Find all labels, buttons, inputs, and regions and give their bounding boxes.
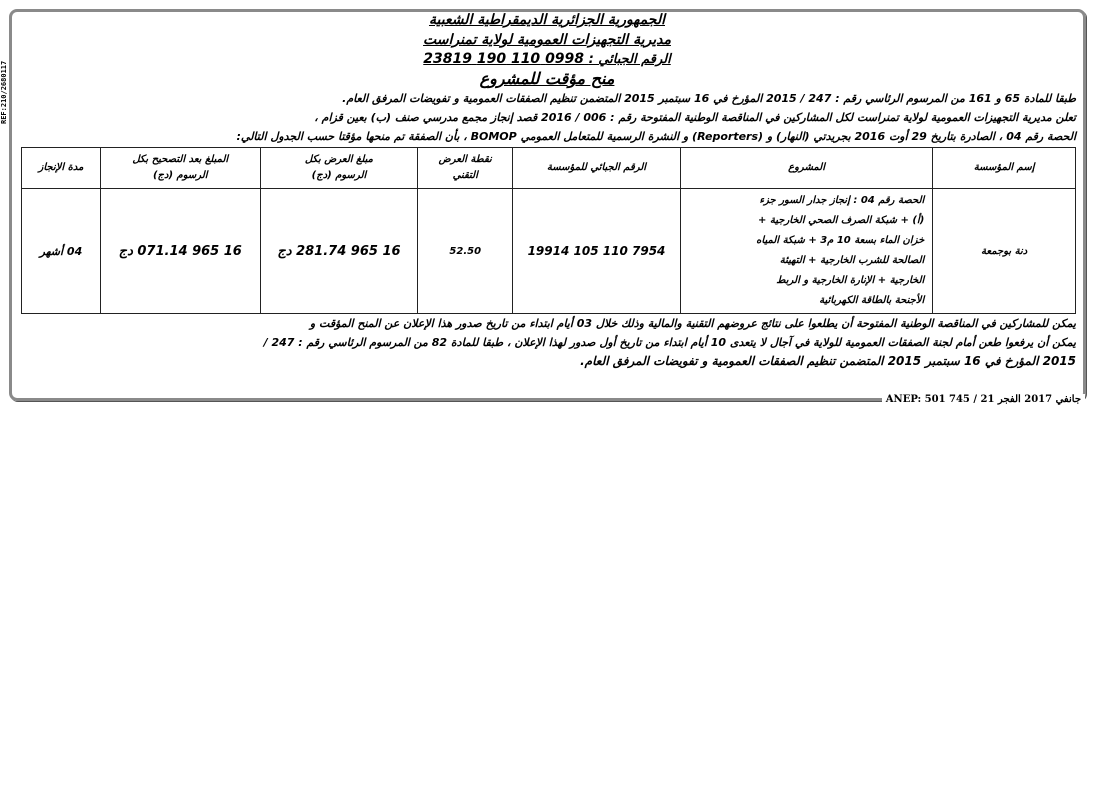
closing-line-1: يمكن للمشاركين في المناقصة الوطنية المفتوحة أن يطلعوا على نتائج عروضهم التقنية والمالية وذلك خلال 03 أيام ابتداء من تاريخ صدور هذا الإعلان عن المنح المؤقت و — [309, 317, 1076, 330]
cell-nif: 7954 110 105 19914 — [513, 189, 681, 314]
tax-number-label: الرقم الجبائي : — [588, 52, 671, 67]
republic-heading: الجمهورية الجزائرية الديمقراطية الشعبية — [428, 12, 665, 28]
closing-line-3: 2015 المؤرخ في 16 سبتمبر 2015 المتضمن تنظيم الصفقات العمومية و تفويضات المرفق العام. — [580, 354, 1076, 368]
col-tech-score: نقطة العرض التقني — [418, 148, 513, 189]
col-project: المشروع — [680, 148, 932, 189]
announcement-body — [14, 12, 1080, 371]
table-header-row — [22, 148, 1076, 189]
col-duration: مدة الإنجاز — [22, 148, 101, 189]
col-corrected-amount: المبلغ بعد التصحيح بكل الرسوم (دج) — [100, 148, 260, 189]
directorate-heading: مديرية التجهيزات العمومية لولاية تمنراست — [423, 32, 671, 48]
cell-offer-amount: 16 965 281.74 دج — [260, 189, 418, 314]
cell-duration: 04 أشهر — [22, 189, 101, 314]
cell-tech-score: 52.50 — [418, 189, 513, 314]
tax-number-line — [14, 50, 1080, 69]
col-nif: الرقم الجبائي للمؤسسة — [513, 148, 681, 189]
award-table — [21, 147, 1076, 314]
publication-footer — [882, 394, 1085, 405]
intro-line-3: الحصة رقم 04 ، الصادرة بتاريخ 29 أوت 2016 بجريدتي (النهار) و (Reporters) و النشرة الرسمية للمتعامل العمومي BOMOP ، بأن الصفقة تم منحها مؤقتا حسب الجدول التالي: — [236, 130, 1076, 143]
footer-date: 21 جانفي 2017 — [980, 394, 1081, 405]
table-row — [22, 189, 1076, 314]
cell-corrected-amount: 16 965 071.14 دج — [100, 189, 260, 314]
footer-source: الفجر — [997, 394, 1021, 405]
col-company: إسم المؤسسة — [933, 148, 1076, 189]
cell-project: الحصة رقم 04 : إنجاز جدار السور جزء (أ) + شبكة الصرف الصحي الخارجية + خزان الماء بسعة 10 م3 + شبكة المياه الصالحة للشرب الخارجية + التهيئة الخارجية + الإنارة الخارجية و الربط الأجنحة بالطاقة الكهربائية — [680, 189, 932, 314]
intro-line-2: تعلن مديرية التجهيزات العمومية لولاية تمنراست لكل المشاركين في المناقصة الوطنية المفتوحة رقم : 006 / 2016 قصد إنجاز مجمع مدرسي صنف (ب) بعين قزام ، — [314, 111, 1076, 124]
footer-anep: ANEP: 501 745 / — [885, 394, 978, 405]
intro-line-1: طبقا للمادة 65 و 161 من المرسوم الرئاسي رقم : 247 / 2015 المؤرخ في 16 سبتمبر 2015 المتضمن تنظيم الصفقات العمومية و تفويضات المرفق العام. — [342, 92, 1076, 105]
col-offer-amount: مبلغ العرض بكل الرسوم (دج) — [260, 148, 418, 189]
announcement-title: منح مؤقت للمشروع — [479, 69, 615, 88]
cell-company: دنة بوجمعة — [933, 189, 1076, 314]
side-reference: REF:210/2680117 — [0, 60, 8, 124]
closing-line-2: يمكن أن يرفعوا طعن أمام لجنة الصفقات العمومية للولاية في آجال لا يتعدى 10 أيام ابتداء من تاريخ أول صدور لهذا الإعلان ، طبقا للمادة 82 من المرسوم الرئاسي رقم : 247 / — [263, 336, 1076, 349]
tax-number-value: 0998 110 190 23819 — [423, 51, 585, 67]
